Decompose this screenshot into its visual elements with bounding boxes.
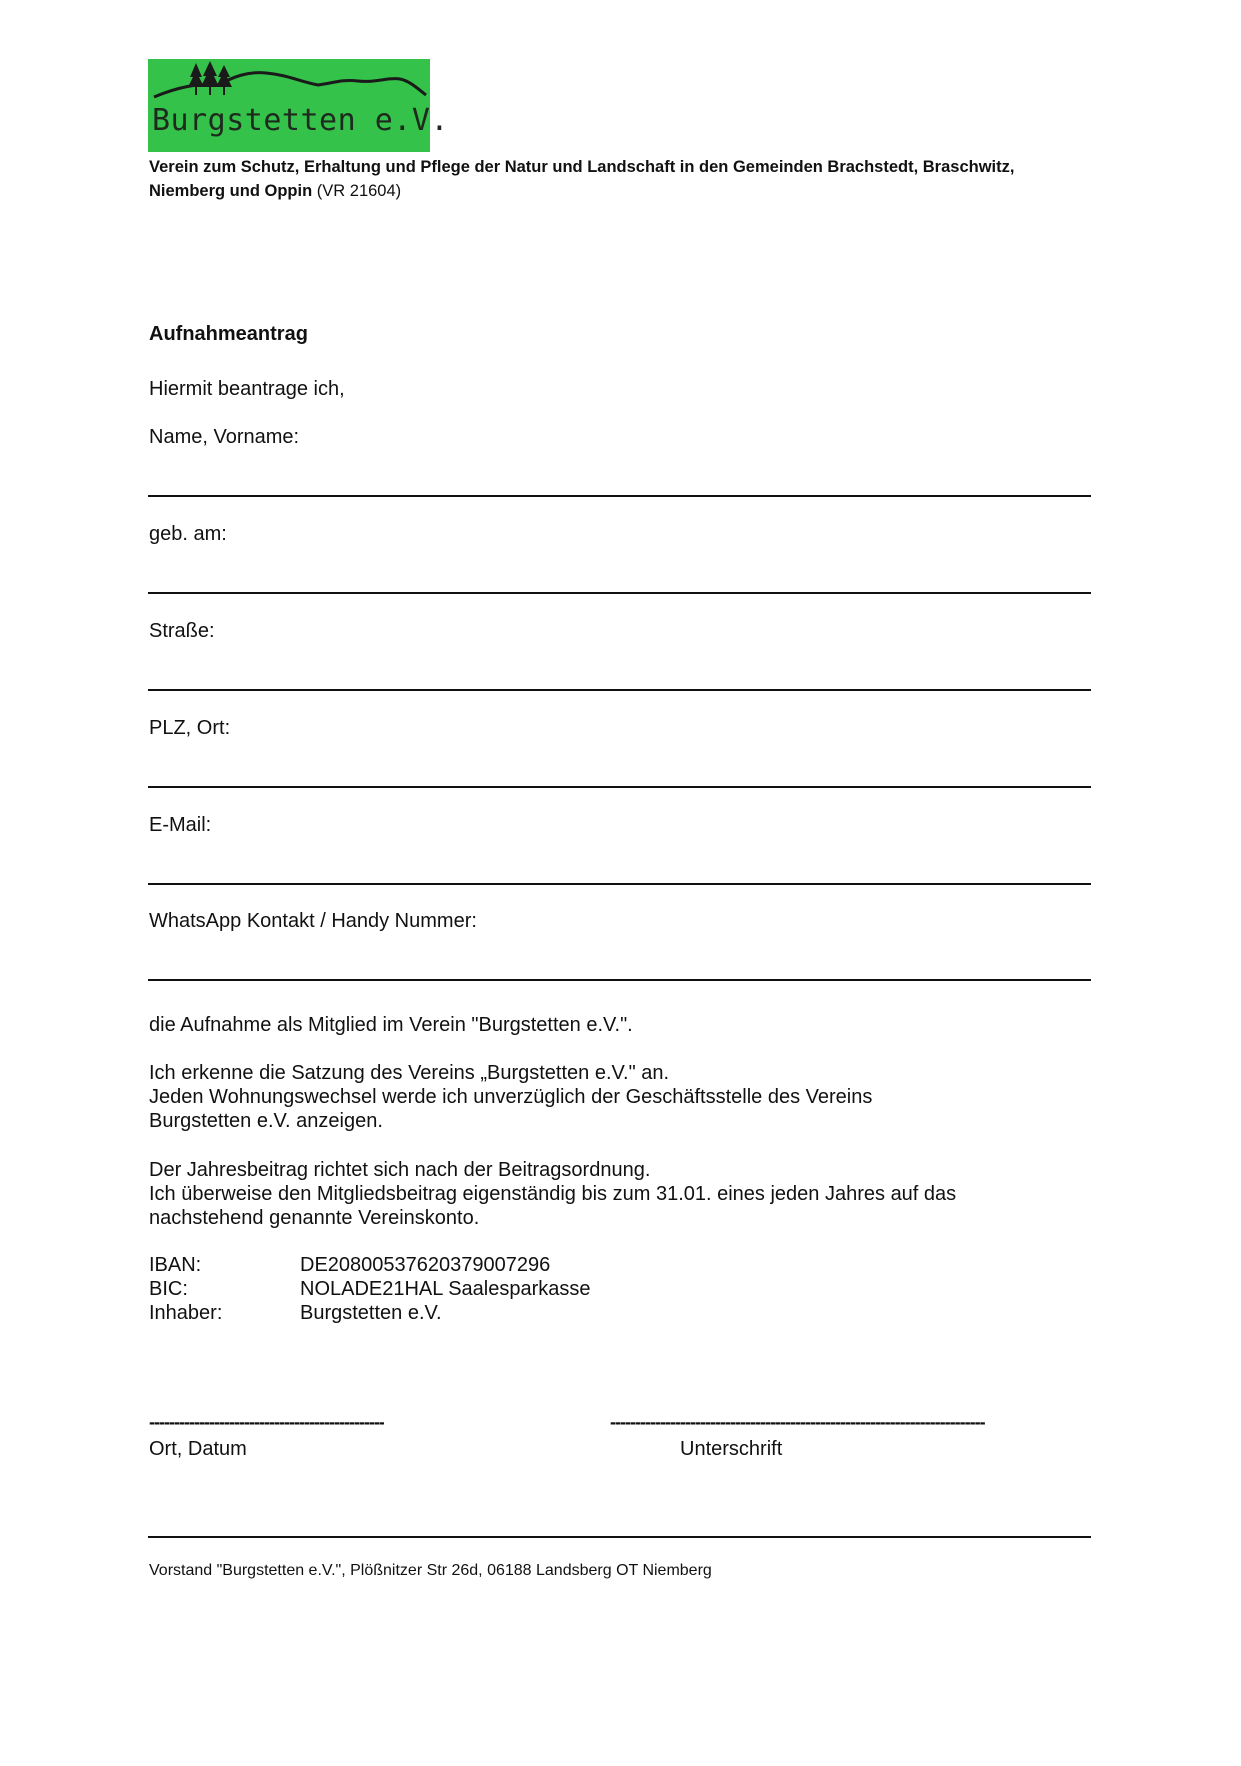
street-label: Straße: — [149, 620, 215, 642]
iban-value: DE20800537620379007296 — [300, 1254, 551, 1276]
fee-line: Der Jahresbeitrag richtet sich nach der Beitragsordnung. — [149, 1159, 651, 1181]
registration-number: (VR 21604) — [316, 182, 402, 200]
place-date-label: Ort, Datum — [149, 1438, 247, 1460]
membership-text: die Aufnahme als Mitglied im Verein "Burgstetten e.V.". — [149, 1014, 633, 1036]
city-field-line[interactable] — [148, 786, 1091, 788]
logo-text: Burgstetten e.V. — [152, 103, 449, 138]
statute-line: Jeden Wohnungswechsel werde ich unverzüglich der Geschäftsstelle des Vereins — [149, 1086, 873, 1108]
phone-field-line[interactable] — [148, 979, 1091, 981]
name-label: Name, Vorname: — [149, 426, 300, 448]
signature-label: Unterschrift — [680, 1438, 783, 1460]
statute-line: Ich erkenne die Satzung des Vereins „Burgstetten e.V." an. — [149, 1062, 670, 1084]
phone-label: WhatsApp Kontakt / Handy Nummer: — [149, 910, 477, 932]
fee-line: nachstehend genannte Vereinskonto. — [149, 1207, 480, 1229]
city-label: PLZ, Ort: — [149, 717, 231, 739]
owner-label: Inhaber: — [149, 1302, 223, 1324]
owner-value: Burgstetten e.V. — [300, 1302, 442, 1324]
email-field-line[interactable] — [148, 883, 1091, 885]
iban-label: IBAN: — [149, 1254, 202, 1276]
subtitle-text: Verein zum Schutz, Erhaltung und Pflege der Natur und Landschaft in den Gemeinden Brachstedt, Braschwitz, Niemberg und Oppin — [149, 158, 1015, 200]
intro-text: Hiermit beantrage ich, — [149, 378, 345, 400]
name-field-line[interactable] — [148, 495, 1091, 497]
fee-line: Ich überweise den Mitgliedsbeitrag eigenständig bis zum 31.01. eines jeden Jahres auf das — [149, 1183, 957, 1205]
fee-paragraph — [149, 1158, 1109, 1230]
place-date-line[interactable]: ----------------------------------------------- — [149, 1412, 384, 1432]
footer-address: Vorstand "Burgstetten e.V.", Plößnitzer Str 26d, 06188 Landsberg OT Niemberg — [149, 1562, 712, 1579]
logo — [148, 59, 449, 152]
statute-line: Burgstetten e.V. anzeigen. — [149, 1110, 383, 1132]
birthdate-label: geb. am: — [149, 523, 227, 545]
footer-divider — [148, 1536, 1091, 1538]
bic-label: BIC: — [149, 1278, 188, 1300]
bic-value: NOLADE21HAL Saalesparkasse — [300, 1278, 591, 1300]
street-field-line[interactable] — [148, 689, 1091, 691]
email-label: E-Mail: — [149, 814, 212, 836]
signature-line[interactable]: --------------------------------------------------------------------------- — [610, 1412, 985, 1432]
birthdate-field-line[interactable] — [148, 592, 1091, 594]
page-title: Aufnahmeantrag — [149, 323, 308, 345]
statute-paragraph — [149, 1061, 1109, 1133]
association-subtitle — [149, 155, 1089, 203]
